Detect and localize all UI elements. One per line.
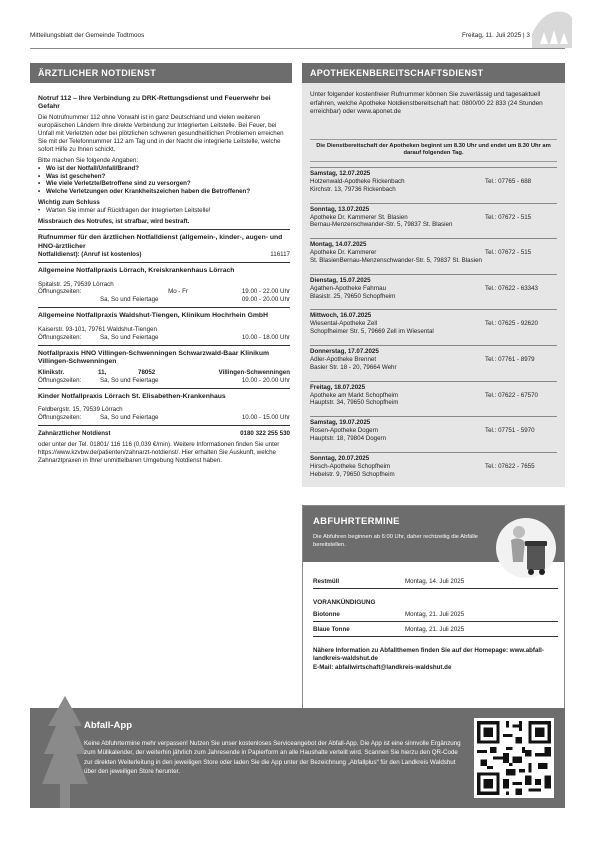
hno-address: [38, 369, 290, 377]
pharmacy-address: Basler Str. 18 - 20, 79664 Wehr: [310, 363, 397, 371]
pharmacy-line: [310, 214, 557, 222]
hours-label: Öffnungszeiten:: [38, 376, 82, 384]
pharmacy-name: Adler-Apotheke Brennet: [310, 355, 377, 363]
pharmacy-phone: Tel.: 07622 - 7655: [485, 462, 535, 470]
pharmacy-day: [310, 167, 557, 194]
abfuhr-subtitle: Die Abfuhren beginnen ab 6:00 Uhr, daher rechtzeitig die Abfälle bereitstellen.: [313, 534, 479, 548]
pharmacy-phone: Tel.: 07622 - 63343: [485, 284, 538, 292]
pharmacy-day: [310, 238, 557, 265]
waldshut-heading: Allgemeine Notfallpraxis Waldshut-Tiengen, Klinikum Hochrhein GmbH: [38, 312, 268, 320]
pharmacy-date: Donnerstag, 17.07.2025: [310, 348, 379, 355]
list-item: • Warten Sie immer auf Rückfragen der Integrierten Leitstelle!: [38, 207, 290, 215]
hours-days: Mo - Fr: [168, 288, 188, 296]
hours-time: 10.00 - 20.00 Uhr: [241, 376, 290, 384]
pharmacy-date: Dienstag, 15.07.2025: [310, 276, 371, 284]
pharmacy-address: Hebelstr. 9, 79650 Schopfheim: [310, 470, 395, 478]
loerrach-hours-1: [38, 288, 290, 296]
abfuhr-row: [313, 574, 558, 589]
pharmacy-name: Apotheke Dr. Kammerer St. Blasien: [310, 213, 408, 221]
hours-label: Öffnungszeiten:: [38, 333, 82, 341]
abfuhr-date: Montag, 14. Juli 2025: [405, 578, 465, 585]
loerrach-hours-2: [38, 296, 290, 304]
pharmacy-address: Blasistr. 25, 79650 Schopfheim: [310, 292, 396, 300]
hours-label: [38, 296, 100, 304]
vorankuendigung-title: VORANKÜNDIGUNG: [313, 598, 376, 606]
hours-days: Sa, So und Feiertage: [100, 376, 159, 384]
pharmacy-phone: Tel.: 07751 - 5970: [485, 427, 535, 435]
kinder-address: Feldbergstr. 15, 79539 Lörrach: [38, 406, 123, 414]
apotheke-panel: [302, 83, 565, 487]
zahnarzt-row: [38, 430, 290, 438]
pharmacy-line: [310, 178, 557, 186]
pharmacy-date: Sonntag, 13.07.2025: [310, 205, 370, 213]
abfuhr-email[interactable]: E-Mail: abfallwirtschaft@landkreis-waldshut.de: [313, 663, 452, 671]
header-date-page: Freitag, 11. Juli 2025 | 3: [462, 32, 530, 39]
divider: [38, 425, 290, 426]
abfuhr-row: [313, 622, 558, 637]
divider: [38, 388, 290, 389]
pharmacy-address: Schopfheimer Str. 5, 79669 Zell im Wiesental: [310, 328, 434, 336]
schluss-list: [38, 207, 290, 215]
pharmacy-name: Wiesental-Apotheke Zell: [310, 320, 378, 328]
pharmacy-day: [310, 345, 557, 372]
pharmacy-address: Kirchstr. 13, 79736 Rickenbach: [310, 185, 396, 193]
pharmacy-day: [310, 452, 557, 479]
abfuhr-date: Montag, 21. Juli 2025: [405, 626, 465, 634]
pharmacy-line: [310, 320, 557, 328]
pharmacy-name: Agathen-Apotheke Fahrnau: [310, 284, 387, 292]
pharmacy-phone: Tel.: 07672 - 515: [485, 249, 532, 257]
hours-time: 19.00 - 22.00 Uhr: [241, 288, 290, 296]
pharmacy-address: Hauptstr. 18, 79804 Dogern: [310, 435, 387, 443]
abfuhr-type: Biotonne: [313, 611, 340, 619]
pharmacy-phone: Tel.: 07622 - 67570: [485, 391, 538, 399]
apotheke-title: APOTHEKENBEREITSCHAFTSDIENST: [302, 63, 565, 83]
address-part: 78052: [138, 368, 156, 376]
pharmacy-date: Samstag, 19.07.2025: [310, 419, 371, 427]
apotheke-intro: Unter folgender kostenfreier Rufnummer können Sie zuverlässig und tagesaktuell erfahren, welche Apotheke Notdienstbereitschaft hat: 0800/00 22 833 (24 Stunden erreichbar) oder www.aponet.de: [310, 91, 543, 116]
pharmacy-phone: Tel.: 07761 - 8979: [485, 355, 535, 363]
angaben-intro: Bitte machen Sie folgende Angaben:: [38, 156, 139, 164]
pharmacy-address: St. BlasienBernau-Menzenschwander-Str. 5, 79837 St. Blasien: [310, 257, 482, 265]
pharmacy-day: [310, 203, 557, 230]
rufnummer-row: [38, 251, 290, 259]
pharmacy-date: Samstag, 12.07.2025: [310, 170, 371, 177]
pharmacy-name: Rosen-Apotheke Dogern: [310, 427, 379, 435]
notdienst-title: ÄRZTLICHER NOTDIENST: [30, 63, 292, 83]
divider: [38, 262, 290, 263]
angaben-list: [38, 165, 290, 197]
schluss-title: Wichtig zum Schluss: [38, 199, 100, 207]
address-part: Klinikstr.: [38, 368, 65, 376]
hours-label: Öffnungszeiten:: [38, 288, 82, 296]
kinder-heading: Kinder Notfallpraxis Lörrach St. Elisabethen-Krankenhaus: [38, 392, 226, 400]
pharmacy-phone: Tel.: 07625 - 92620: [485, 320, 538, 328]
zahnarzt-label: Zahnärztlicher Notdienst: [38, 429, 111, 437]
pharmacy-name: Hirsch-Apotheke Schopfheim: [310, 462, 391, 470]
hours-time: 09.00 - 20.00 Uhr: [241, 296, 290, 304]
abfuhr-type: Blaue Tonne: [313, 626, 350, 634]
pharmacy-day: [310, 416, 557, 443]
pharmacy-date: Sonntag, 20.07.2025: [310, 454, 370, 462]
pharmacy-date: Mittwoch, 16.07.2025: [310, 312, 372, 320]
header-publication: Mitteilungsblatt der Gemeinde Todtmoos: [30, 32, 145, 39]
list-item: • Welche Verletzungen oder Krankheitszeichen haben die Betroffenen?: [38, 188, 290, 196]
pharmacy-address: Bernau-Menzenschwander-Str. 5, 79837 St. Blasien: [310, 221, 453, 229]
pharmacy-line: [310, 427, 557, 435]
abfuhr-type: Restmüll: [313, 578, 340, 585]
pharmacy-date: Montag, 14.07.2025: [310, 241, 367, 249]
kinder-hours: [38, 414, 290, 422]
rufnummer-heading: Rufnummer für den ärztlichen Notfalldienst (allgemein-, kinder-, augen- und HNO-ärztlicher: [38, 234, 283, 250]
waldshut-hours: [38, 334, 290, 342]
pharmacy-line: [310, 249, 557, 257]
pharmacy-line: [310, 356, 557, 364]
abfuhr-section: [302, 505, 565, 720]
zahnarzt-number: 0180 322 255 530: [240, 429, 290, 437]
hours-label: Öffnungszeiten:: [38, 413, 82, 421]
rufnummer-value: 116117: [270, 251, 290, 259]
waldshut-address: Kaiserstr. 93-101, 79761 Waldshut-Tiengen: [38, 325, 157, 333]
hno-heading: Notfallpraxis HNO Villingen-Schwenningen Schwarzwald-Baar Klinikum Villingen-Schwenningen: [38, 349, 270, 366]
pharmacy-day: [310, 381, 557, 408]
pharmacy-name: Hotzenwald-Apotheke Rickenbach: [310, 177, 405, 185]
abfuhr-title: ABFUHRTERMINE: [313, 516, 400, 527]
pharmacy-day: [310, 309, 557, 336]
abfuhr-homepage[interactable]: Nähere Information zu Abfallthemen finden Sie auf der Homepage: www.abfall-landkreis-waldshut.de: [313, 647, 544, 663]
app-text: Keine Abfuhrtermine mehr verpassen! Nutzen Sie unser kostenloses Serviceangebot der Abfall-App. Die App ist eine sinnvolle Ergänzung zum Müllkalender, der weiterhin jährlich zum Jahresende in Papierform an alle Haushalte verteilt wird. Scannen Sie hierzu den QR-Code zur direkten Weiterleitung in den jeweiligen Store oder laden Sie die App unter der Bezeichnung „Abfallplus“ für den Landkreis Waldshut über den jeweiligen Store herunter.: [84, 740, 461, 775]
address-part: Villingen-Schwenningen: [218, 368, 290, 376]
qr-code-icon[interactable]: [474, 718, 554, 798]
hours-days: Sa, So und Feiertage: [100, 333, 159, 341]
apotheke-note: Die Dienstbereitschaft der Apotheken beginnt um 8.30 Uhr und endet um 8.30 Uhr am darauf folgenden Tag.: [310, 139, 557, 162]
pharmacy-name: Apotheke Dr. Kammerer: [310, 249, 377, 257]
notruf-heading: Notruf 112 – Ihre Verbindung zu DRK-Rettungsdienst und Feuerwehr bei Gefahr: [38, 95, 271, 111]
page-header: [30, 24, 530, 38]
loerrach-address: Spitalstr. 25, 79539 Lörrach: [38, 280, 114, 288]
notdienst-section: [30, 63, 292, 720]
divider: [38, 345, 290, 346]
pharmacy-phone: Tel.: 07765 - 688: [485, 177, 532, 185]
hours-days: Sa, So und Feiertage: [100, 296, 159, 304]
abfuhr-date: Montag, 21. Juli 2025: [405, 611, 465, 619]
pharmacy-name: Apotheke am Markt Schopfheim: [310, 391, 399, 399]
list-item: • Wie viele Verletzte/Betroffene sind zu versorgen?: [38, 180, 290, 188]
rufnummer-label: Notfalldienst): (Anruf ist kostenlos): [38, 251, 142, 259]
abfall-app-banner: [30, 708, 565, 808]
address-part: 11,: [98, 368, 107, 376]
tree-silhouette-icon: [532, 8, 572, 48]
list-item: • Was ist geschehen?: [38, 173, 290, 181]
pharmacy-address: Hauptstr. 34, 79650 Schopfheim: [310, 399, 399, 407]
divider: [38, 229, 290, 230]
pharmacy-line: [310, 392, 557, 400]
pharmacy-day: [310, 274, 557, 301]
zahnarzt-text: oder unter der Tel. 01801/ 116 116 (0,039 €/min). Weitere Informationen finden Sie unter https://www.kzvbw.de/patienten/zahnarzt-notdienst/. Hier erhalten Sie Auskunft, welche Zahnarztpraxen in Ihrer unmittelbaren Umgebung Notdienst haben.: [38, 440, 280, 464]
app-title: Abfall-App: [84, 720, 133, 731]
pharmacy-date: Freitag, 18.07.2025: [310, 383, 366, 391]
pharmacy-line: [310, 285, 557, 293]
hours-days: Sa, So und Feiertage: [100, 413, 159, 421]
pharmacy-phone: Tel.: 07672 - 515: [485, 213, 532, 221]
tree-icon: [40, 696, 90, 808]
misuse-warning: Missbrauch des Notrufes, ist strafbar, wird bestraft.: [38, 218, 190, 226]
loerrach-heading: Allgemeine Notfallpraxis Lörrach, Kreiskrankenhaus Lörrach: [38, 267, 235, 275]
hours-time: 10.00 - 18.00 Uhr: [241, 333, 290, 341]
list-item: • Wo ist der Notfall/Unfall/Brand?: [38, 165, 290, 173]
hours-time: 10.00 - 15.00 Uhr: [241, 413, 290, 421]
header-rule: [30, 48, 565, 49]
abfuhr-row: [313, 607, 558, 622]
divider: [38, 307, 290, 308]
hno-hours: [38, 377, 290, 385]
pharmacy-line: [310, 463, 557, 471]
notruf-text: Die Notrufnummer 112 ohne Vorwahl ist in ganz Deutschland und vielen weiteren europäischen Ländern Ihre direkte Verbindung zur Integrierten Leitstelle. Bei Feuer, bei Unfall mit Verletzten oder bei plötzlichen schweren gesundheitlichen Problemen erreichen Sie mit der Telefonnummer 112 am Tag und in der Nacht die integrierte Leitstelle, welche sofort Hilfe zu Ihnen schickt.: [38, 113, 284, 153]
